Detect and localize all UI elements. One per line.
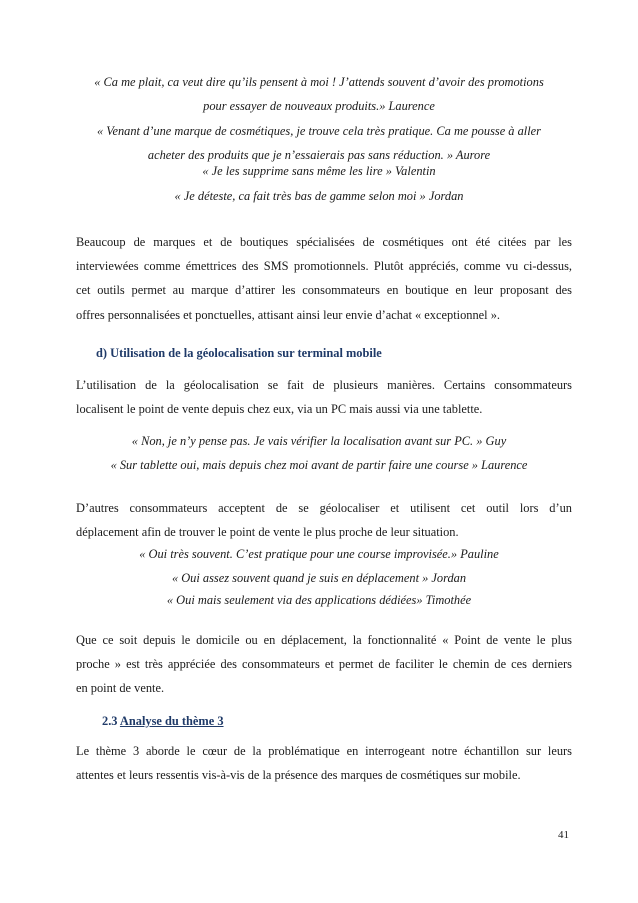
quote-line: « Sur tablette oui, mais depuis chez moi avant de partir faire une course » Laurence — [110, 458, 528, 472]
quote-line: « Venant d’une marque de cosmétiques, je trouve cela très pratique. Ca me pousse à aller — [96, 124, 542, 138]
body-text-line: Que ce soit depuis le domicile ou en déplacement, la fonctionnalité « Point de vente le plus — [76, 633, 572, 647]
body-text-line: L’utilisation de la géolocalisation se fait de plusieurs manières. Certains consommateurs — [76, 378, 572, 392]
quote-line: « Oui assez souvent quand je suis en déplacement » Jordan — [171, 571, 467, 585]
quote-line: « Non, je n’y pense pas. Je vais vérifier la localisation avant sur PC. » Guy — [131, 434, 507, 448]
body-text-line: Le thème 3 aborde le cœur de la problématique en interrogeant notre échantillon sur leurs — [76, 744, 572, 758]
quote-line: « Ca me plait, ca veut dire qu’ils pensent à moi ! J’attends souvent d’avoir des promotions — [94, 75, 544, 89]
body-text-line: déplacement afin de trouver le point de vente le plus proche de leur situation. — [76, 525, 459, 539]
body-text-line: offres personnalisées et ponctuelles, attisant ainsi leur envie d’achat « exceptionnel ». — [76, 308, 501, 322]
quote-line: pour essayer de nouveaux produits.» Laurence — [203, 99, 435, 113]
subsection-heading: d) Utilisation de la géolocalisation sur terminal mobile — [96, 346, 382, 360]
body-text-line: proche » est très appréciée des consommateurs et permet de faciliter le chemin de ces derniers — [76, 657, 572, 671]
quote-line: « Je déteste, ca fait très bas de gamme selon moi » Jordan — [174, 189, 464, 203]
quote-line: « Oui très souvent. C’est pratique pour une course improvisée.» Pauline — [139, 547, 499, 561]
page-number: 41 — [558, 829, 569, 841]
body-text-line: D’autres consommateurs acceptent de se géolocaliser et utilisent cet outil lors d’un — [76, 501, 572, 515]
body-text-line: interviewées comme émettrices des SMS promotionnels. Plutôt appréciés, comme vu ci-dessus, — [76, 259, 572, 273]
body-text-line: localisent le point de vente depuis chez eux, via un PC mais aussi via une tablette. — [76, 402, 483, 416]
quote-line: « Je les supprime sans même les lire » Valentin — [202, 164, 436, 178]
body-text-line: attentes et leurs ressentis vis-à-vis de la présence des marques de cosmétiques sur mobile. — [76, 768, 521, 782]
section-title: Analyse du thème 3 — [119, 714, 224, 728]
body-text-line: en point de vente. — [76, 681, 165, 695]
section-heading — [102, 713, 224, 729]
quote-line: « Oui mais seulement via des applications dédiées» Timothée — [166, 593, 472, 607]
quote-line: acheter des produits que je n’essaierais pas sans réduction. » Aurore — [147, 148, 491, 162]
body-text-line: Beaucoup de marques et de boutiques spécialisées de cosmétiques ont été citées par les — [76, 235, 572, 249]
body-text-line: cet outils permet au marque d’attirer les consommateurs en boutique en leur proposant des — [76, 283, 572, 297]
section-number: 2.3 — [102, 714, 118, 728]
